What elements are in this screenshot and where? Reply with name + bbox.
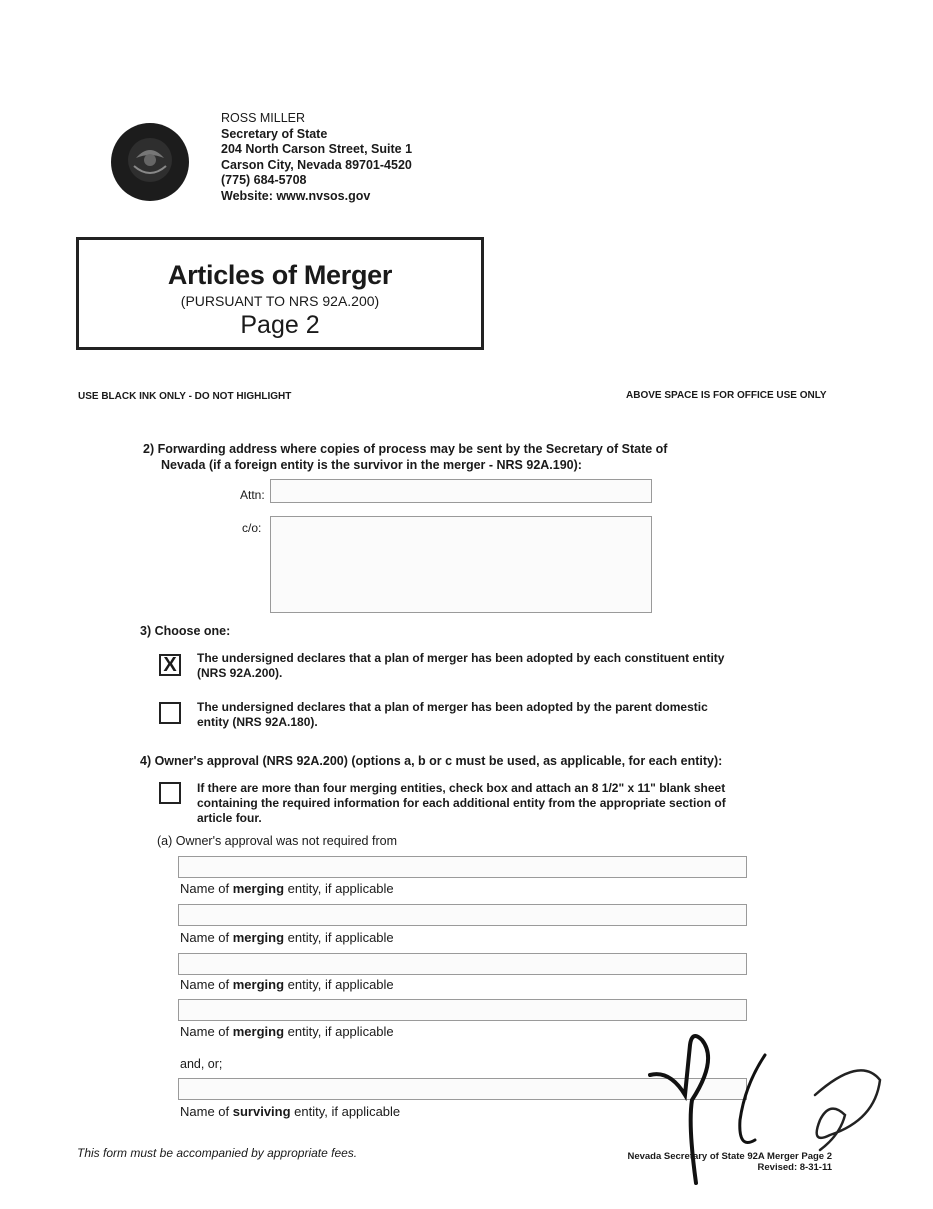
section-2-line-1: 2) Forwarding address where copies of process may be sent by the Secretary of State of	[143, 442, 668, 456]
website: Website: www.nvsos.gov	[221, 188, 371, 203]
secretary-name: ROSS MILLER	[221, 111, 306, 125]
option-2-line-2: entity (NRS 92A.180).	[197, 715, 318, 729]
fees-note: This form must be accompanied by appropriate fees.	[77, 1146, 358, 1160]
secretary-title: Secretary of State	[221, 126, 328, 141]
attn-field[interactable]	[270, 479, 652, 503]
form-subtitle: (PURSUANT TO NRS 92A.200)	[180, 293, 380, 309]
merging-entity-2-label: Name of merging entity, if applicable	[180, 930, 394, 945]
ink-note: USE BLACK INK ONLY - DO NOT HIGHLIGHT	[78, 391, 292, 402]
merging-entity-2-field[interactable]	[178, 904, 747, 926]
section-4-heading: 4) Owner's approval (NRS 92A.200) (options a, b or c must be used, as applicable, for each entity):	[140, 754, 723, 768]
address-line-2: Carson City, Nevada 89701-4520	[221, 157, 412, 172]
option-1-line-1: The undersigned declares that a plan of merger has been adopted by each constituent entity	[197, 651, 725, 665]
option-2-checkbox[interactable]	[159, 702, 181, 724]
form-page: Page 2	[240, 311, 320, 339]
attach-line-1: If there are more than four merging entities, check box and attach an 8 1/2" x 11" blank sheet	[197, 781, 726, 795]
merging-entity-1-field[interactable]	[178, 856, 747, 878]
section-3-heading: 3) Choose one:	[140, 624, 231, 638]
footer-revised: Revised: 8-31-11	[757, 1162, 832, 1173]
option-1-line-2: (NRS 92A.200).	[197, 666, 283, 680]
attach-line-2: containing the required information for each additional entity from the appropriate section of	[197, 796, 726, 810]
merging-entity-3-field[interactable]	[178, 953, 747, 975]
merging-entity-4-label: Name of merging entity, if applicable	[180, 1024, 394, 1039]
co-field[interactable]	[270, 516, 652, 613]
footer-form-name: Nevada Secretary of State 92A Merger Page 2	[627, 1151, 832, 1162]
and-or-label: and, or;	[180, 1057, 223, 1071]
form-title: Articles of Merger	[167, 260, 393, 290]
sub-a-label: (a) Owner's approval was not required from	[157, 834, 397, 848]
section-2-line-2: Nevada (if a foreign entity is the survivor in the merger - NRS 92A.190):	[161, 458, 582, 472]
merging-entity-3-label: Name of merging entity, if applicable	[180, 977, 394, 992]
co-label: c/o:	[242, 521, 262, 535]
option-2-line-1: The undersigned declares that a plan of merger has been adopted by the parent domestic	[197, 700, 708, 714]
footer-form-id	[560, 1151, 832, 1173]
address-line-1: 204 North Carson Street, Suite 1	[221, 142, 413, 156]
attach-line-3: article four.	[197, 811, 262, 825]
state-seal-icon	[110, 122, 190, 202]
additional-entities-checkbox[interactable]	[159, 782, 181, 804]
office-use-note: ABOVE SPACE IS FOR OFFICE USE ONLY	[626, 390, 827, 401]
merging-entity-4-field[interactable]	[178, 999, 747, 1021]
surviving-entity-label: Name of surviving entity, if applicable	[180, 1104, 401, 1119]
attn-label: Attn:	[240, 488, 265, 502]
merging-entity-1-label: Name of merging entity, if applicable	[180, 881, 394, 896]
option-1-checkbox[interactable]: X	[159, 654, 181, 676]
secretary-header	[221, 111, 412, 204]
form-title-box	[76, 237, 484, 350]
phone-number: (775) 684-5708	[221, 173, 307, 187]
